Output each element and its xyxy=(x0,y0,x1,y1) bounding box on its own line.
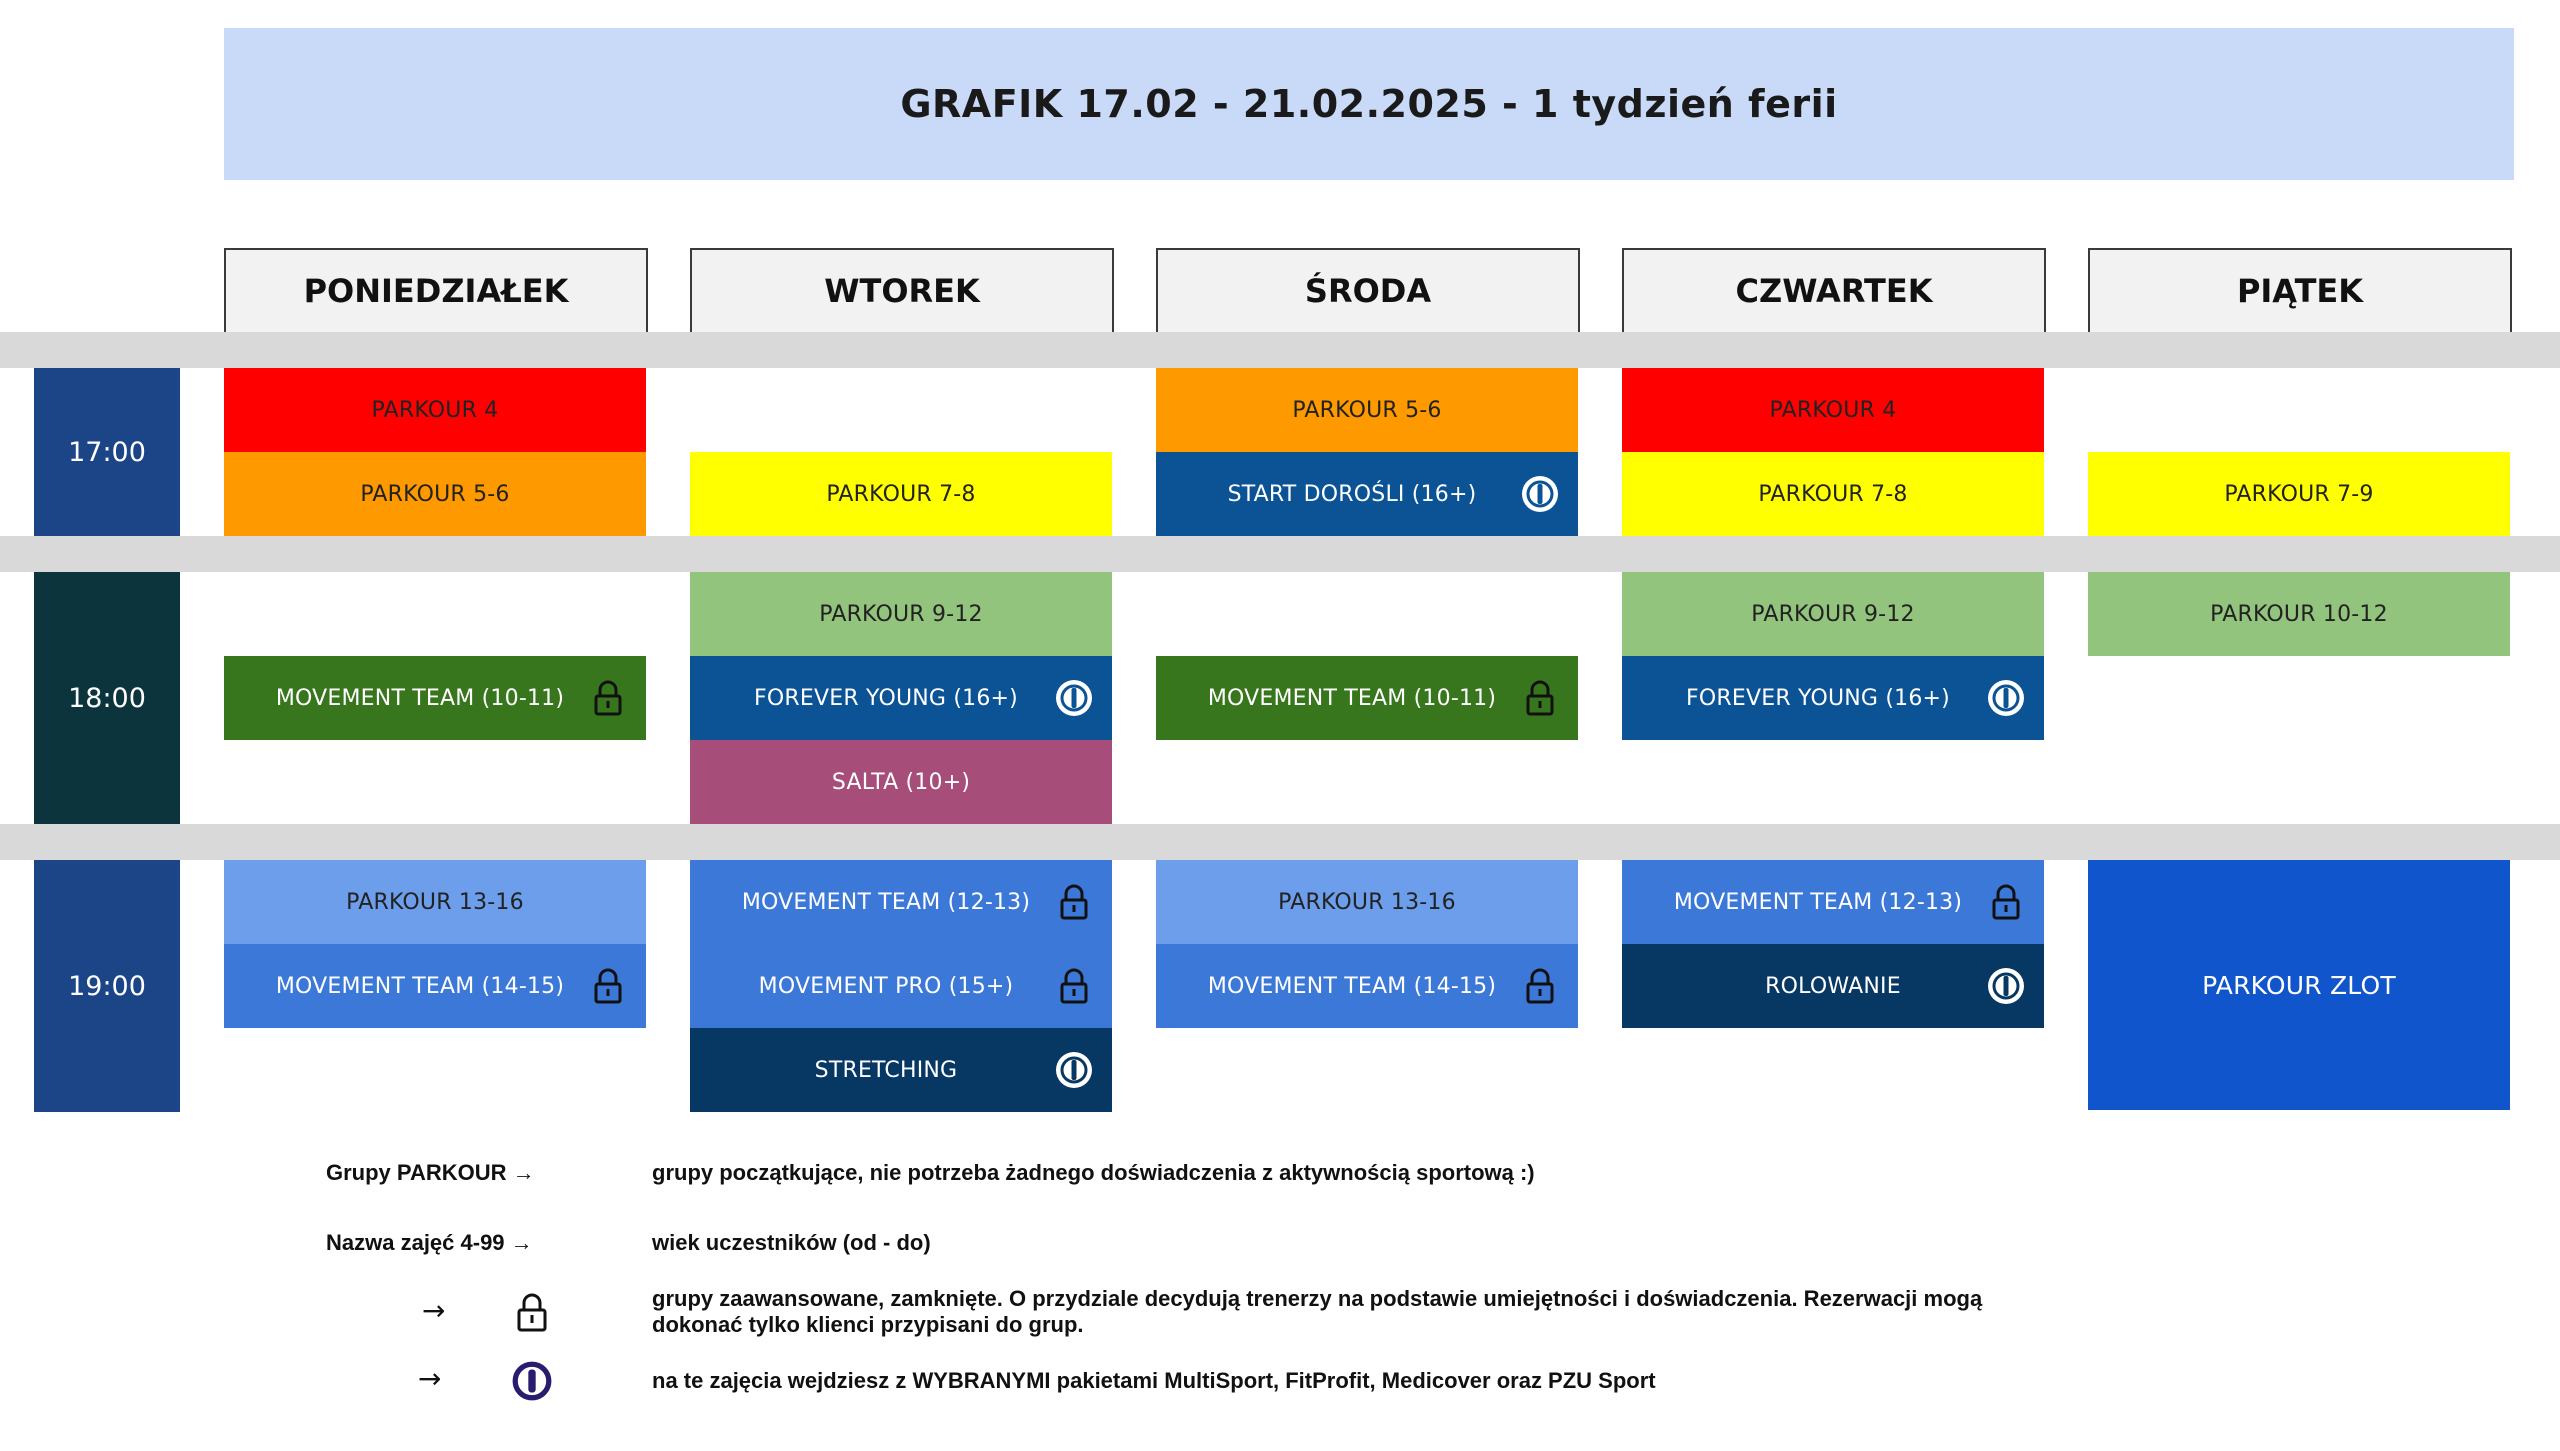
class-slot[interactable] xyxy=(690,572,1112,656)
lock-icon xyxy=(1986,882,2026,922)
class-name: MOVEMENT TEAM (12-13) xyxy=(741,889,1031,915)
day-header-thursday: CZWARTEK xyxy=(1622,248,2046,334)
class-slot[interactable] xyxy=(2088,860,2510,1110)
class-name: MOVEMENT TEAM (14-15) xyxy=(1207,973,1497,999)
class-name: MOVEMENT TEAM (12-13) xyxy=(1673,889,1963,915)
class-slot[interactable] xyxy=(1622,572,2044,656)
class-slot[interactable] xyxy=(224,656,646,740)
class-name: FOREVER YOUNG (16+) xyxy=(754,685,1018,711)
class-name: PARKOUR 9-12 xyxy=(819,601,983,627)
class-name: PARKOUR 7-8 xyxy=(826,481,976,507)
class-slot[interactable] xyxy=(1622,452,2044,536)
class-name: STRETCHING xyxy=(814,1057,958,1083)
class-slot[interactable] xyxy=(224,944,646,1028)
class-name: PARKOUR 13-16 xyxy=(346,889,524,915)
class-name: PARKOUR 7-9 xyxy=(2224,481,2374,507)
multisport-card-icon xyxy=(1054,678,1094,718)
class-slot[interactable] xyxy=(1622,944,2044,1028)
multisport-card-icon xyxy=(1520,474,1560,514)
legend-name-desc: wiek uczestników (od - do) xyxy=(652,1230,931,1255)
class-slot[interactable] xyxy=(224,452,646,536)
class-slot[interactable] xyxy=(690,656,1112,740)
class-name: MOVEMENT TEAM (10-11) xyxy=(1207,685,1497,711)
time-1700: 17:00 xyxy=(34,368,180,536)
class-slot[interactable] xyxy=(690,944,1112,1028)
multisport-card-icon xyxy=(1986,678,2026,718)
class-slot[interactable] xyxy=(1156,944,1578,1028)
schedule-title-bar xyxy=(224,28,2514,180)
class-name: SALTA (10+) xyxy=(831,769,971,795)
class-name: PARKOUR 4 xyxy=(371,397,499,423)
class-slot[interactable] xyxy=(690,860,1112,944)
class-name: MOVEMENT TEAM (10-11) xyxy=(275,685,565,711)
class-slot[interactable] xyxy=(2088,452,2510,536)
legend-lock-desc: grupy zaawansowane, zamknięte. O przydziale decydują trenerzy na podstawie umiejętności i doświadczenia. Rezerwacji mogą dokonać tylko klienci przypisani do grup. xyxy=(652,1286,1983,1337)
day-header-wednesday: ŚRODA xyxy=(1156,248,1580,334)
class-slot[interactable] xyxy=(1156,860,1578,944)
legend-name-label: Nazwa zajęć 4-99 → xyxy=(326,1230,533,1255)
day-header-friday: PIĄTEK xyxy=(2088,248,2512,334)
legend-parkour-label: Grupy PARKOUR → xyxy=(326,1160,535,1185)
class-name: PARKOUR 13-16 xyxy=(1278,889,1456,915)
class-slot[interactable] xyxy=(1622,656,2044,740)
class-slot[interactable] xyxy=(1156,656,1578,740)
row-separator xyxy=(0,332,2560,368)
legend-parkour-desc: grupy początkujące, nie potrzeba żadnego doświadczenia z aktywnością sportową :) xyxy=(652,1160,1535,1185)
day-header-tuesday: WTOREK xyxy=(690,248,1114,334)
class-name: PARKOUR 9-12 xyxy=(1751,601,1915,627)
lock-icon xyxy=(588,678,628,718)
class-name: FOREVER YOUNG (16+) xyxy=(1686,685,1950,711)
row-separator xyxy=(0,536,2560,572)
class-name: PARKOUR 10-12 xyxy=(2210,601,2388,627)
lock-icon xyxy=(1520,966,1560,1006)
class-slot[interactable] xyxy=(224,860,646,944)
multisport-card-icon xyxy=(1054,1050,1094,1090)
class-name: PARKOUR 5-6 xyxy=(360,481,510,507)
class-slot[interactable] xyxy=(690,740,1112,824)
lock-icon xyxy=(1054,966,1094,1006)
class-name: MOVEMENT TEAM (14-15) xyxy=(275,973,565,999)
legend-lock-arrow: → xyxy=(422,1294,446,1327)
class-name: PARKOUR ZLOT xyxy=(2202,970,2396,1000)
class-slot[interactable] xyxy=(1622,860,2044,944)
class-slot[interactable] xyxy=(1156,368,1578,452)
class-slot[interactable] xyxy=(690,1028,1112,1112)
lock-icon xyxy=(1054,882,1094,922)
class-slot[interactable] xyxy=(1156,452,1578,536)
class-name: PARKOUR 4 xyxy=(1769,397,1897,423)
class-slot[interactable] xyxy=(224,368,646,452)
day-header-monday: PONIEDZIAŁEK xyxy=(224,248,648,334)
class-name: ROLOWANIE xyxy=(1765,973,1901,999)
class-name: PARKOUR 5-6 xyxy=(1292,397,1442,423)
class-slot[interactable] xyxy=(1622,368,2044,452)
multisport-card-icon xyxy=(511,1360,553,1402)
class-slot[interactable] xyxy=(2088,572,2510,656)
time-1900: 19:00 xyxy=(34,860,180,1112)
class-slot[interactable] xyxy=(690,452,1112,536)
row-separator xyxy=(0,824,2560,860)
lock-icon xyxy=(588,966,628,1006)
schedule-title: GRAFIK 17.02 - 21.02.2025 - 1 tydzień ferii xyxy=(900,82,1838,126)
legend-card-desc: na te zajęcia wejdziesz z WYBRANYMI pakietami MultiSport, FitProfit, Medicover oraz PZU Sport xyxy=(652,1368,1656,1393)
class-name: MOVEMENT PRO (15+) xyxy=(758,973,1014,999)
multisport-card-icon xyxy=(1986,966,2026,1006)
legend-card-arrow: → xyxy=(418,1362,442,1395)
class-name: START DOROŚLI (16+) xyxy=(1227,481,1477,507)
lock-icon xyxy=(1520,678,1560,718)
lock-icon xyxy=(512,1290,552,1334)
class-name: PARKOUR 7-8 xyxy=(1758,481,1908,507)
time-1800: 18:00 xyxy=(34,572,180,824)
